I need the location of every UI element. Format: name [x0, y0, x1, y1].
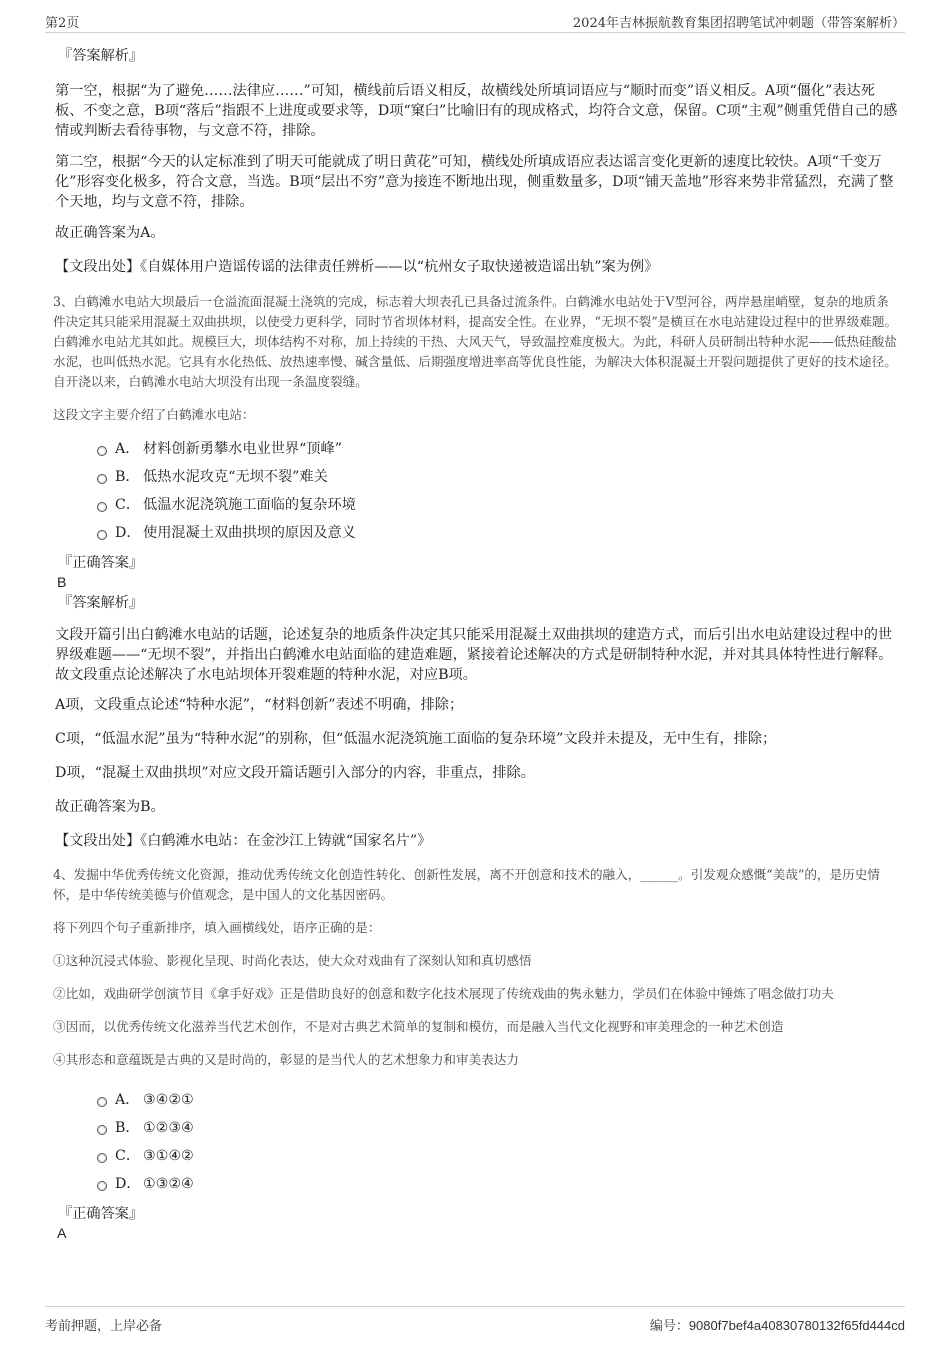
option-letter: D．	[115, 525, 141, 541]
option-c[interactable]	[55, 491, 898, 519]
answer-conclusion: 故正确答案为B。	[55, 799, 165, 815]
page-footer	[45, 1306, 905, 1333]
analysis-paragraph: A项，文段重点论述“特种水泥”，“材料创新”表述不明确，排除；	[55, 697, 464, 713]
radio-button[interactable]	[97, 530, 107, 540]
analysis-heading: 『答案解析』	[58, 595, 144, 611]
question-3	[55, 292, 898, 851]
sentence-2: ②比如，戏曲研学创演节目《拿手好戏》正是借助良好的创意和数字化技术展现了传统戏曲的隽永魅力，学员们在体验中锤炼了唱念做打功夫	[53, 986, 834, 1001]
option-a[interactable]	[55, 435, 898, 463]
sentence-4: ④其形态和意蕴既是古典的又是时尚的，彰显的是当代人的艺术想象力和审美表达力	[53, 1052, 519, 1067]
analysis-paragraph: D项，“混凝土双曲拱坝”对应文段开篇话题引入部分的内容，非重点，排除。	[55, 765, 535, 781]
option-b[interactable]	[55, 1114, 898, 1142]
correct-answer-heading: 『正确答案』	[58, 1206, 144, 1222]
radio-button[interactable]	[97, 502, 107, 512]
option-letter: B．	[115, 469, 140, 485]
option-a[interactable]	[55, 1086, 898, 1114]
correct-answer-heading: 『正确答案』	[58, 555, 144, 571]
correct-answer: B	[57, 575, 67, 591]
option-letter: D．	[115, 1176, 141, 1192]
option-letter: C．	[115, 1148, 141, 1164]
question-stem: 3、白鹤滩水电站大坝最后一仓溢流面混凝土浇筑的完成，标志着大坝表孔已具备过流条件。白鹤滩水电站处于V型河谷，两岸悬崖峭壁，复杂的地质条件决定其只能采用混凝土双曲拱坝，以使受力更科学，同时节省坝体材料，提高安全性。在业界，“无坝不裂”是横亘在水电站建设过程中的世界级难题。白鹤滩水电站尤其如此。规模巨大，坝体结构不对称，加上持续的干热、大风天气，导致温控难度极大。为此，科研人员研制出特种水泥——低热硅酸盐水泥，也叫低热水泥。它具有水化热低、放热速率慢、碱含量低、后期强度增进率高等优良性能，为解决大体积混凝土开裂问题提供了更好的技术途径。自开浇以来，白鹤滩水电站大坝没有出现一条温度裂缝。	[53, 294, 898, 389]
radio-button[interactable]	[97, 1153, 107, 1163]
q2-analysis-section	[55, 46, 898, 277]
option-text: ③④②①	[143, 1092, 194, 1108]
option-text: 使用混凝土双曲拱坝的原因及意义	[143, 525, 356, 541]
correct-answer: A	[57, 1226, 67, 1242]
sentence-3: ③因而，以优秀传统文化滋养当代艺术创作，不是对古典艺术简单的复制和模仿，而是融入当代文化视野和审美理念的一种艺术创造	[53, 1019, 784, 1034]
analysis-paragraph: 文段开篇引出白鹤滩水电站的话题，论述复杂的地质条件决定其只能采用混凝土双曲拱坝的建造方式，而后引出水电站建设过程中的世界级难题——“无坝不裂”，并指出白鹤滩水电站面临的建造难题，紧接着论述解决的方式是研制特种水泥，并对其具体特性进行解释。故文段重点论述解决了水电站坝体开裂难题的特种水泥，对应B项。	[55, 627, 893, 683]
option-text: 低温水泥浇筑施工面临的复杂环境	[143, 497, 356, 513]
option-letter: A．	[115, 1092, 140, 1108]
analysis-paragraph: 第一空，根据“为了避免……法律应……”可知，横线前后语义相反，故横线处所填词语应与“顺时而变”语义相反。A项“僵化”表达死板、不变之意，B项“落后”指跟不上进度或要求等，D项“窠臼”比喻旧有的现成格式，均符合文意，保留。C项“主观”侧重凭借自己的感情或判断去看待事物，与文意不符，排除。	[55, 83, 898, 139]
radio-button[interactable]	[97, 1097, 107, 1107]
option-text: ③①④②	[143, 1148, 194, 1164]
option-d[interactable]	[55, 1170, 898, 1198]
option-b[interactable]	[55, 463, 898, 491]
radio-button[interactable]	[97, 474, 107, 484]
option-list	[55, 1086, 898, 1198]
question-prompt: 这段文字主要介绍了白鹤滩水电站：	[53, 407, 255, 422]
answer-conclusion: 故正确答案为A。	[55, 225, 165, 241]
analysis-paragraph: C项，“低温水泥”虽为“特种水泥”的别称，但“低温水泥浇筑施工面临的复杂环境”文段并未提及，无中生有，排除；	[55, 731, 777, 747]
page-content	[55, 44, 898, 1244]
radio-button[interactable]	[97, 446, 107, 456]
option-list	[55, 435, 898, 547]
sentence-1: ①这种沉浸式体验、影视化呈现、时尚化表达，使大众对戏曲有了深刻认知和真切感悟	[53, 953, 532, 968]
question-prompt: 将下列四个句子重新排序，填入画横线处，语序正确的是：	[53, 920, 381, 935]
question-4	[55, 865, 898, 1244]
option-c[interactable]	[55, 1142, 898, 1170]
option-d[interactable]	[55, 519, 898, 547]
option-text: 低热水泥攻克“无坝不裂”难关	[143, 469, 328, 485]
option-text: ①③②④	[143, 1176, 194, 1192]
option-text: 材料创新勇攀水电业世界“顶峰”	[143, 441, 342, 457]
text-source: 【文段出处】《自媒体用户造谣传谣的法律责任辨析——以“杭州女子取快递被造谣出轨”案为例》	[55, 259, 659, 275]
option-letter: B．	[115, 1120, 140, 1136]
page-number: 第2页	[45, 16, 80, 31]
question-stem: 4、发掘中华优秀传统文化资源，推动优秀传统文化创造性转化、创新性发展，离不开创意和技术的融入，______。引发观众感慨“美哉”的，是历史情怀，是中华传统美德与价值观念，是中国人的文化基因密码。	[53, 867, 880, 902]
document-title: 2024年吉林振航教育集团招聘笔试冲刺题（带答案解析）	[572, 16, 905, 31]
document-code: 编号：9080f7bef4a40830780132f65fd444cd	[649, 1318, 905, 1333]
analysis-paragraph: 第二空，根据“今天的认定标准到了明天可能就成了明日黄花”可知，横线处所填成语应表达谣言变化更新的速度比较快。A项“千变万化”形容变化极多，符合文意，当选。B项“层出不穷”意为接连不断地出现，侧重数量多，D项“铺天盖地”形容来势非常猛烈，充满了整个天地，均与文意不符，排除。	[55, 154, 894, 210]
page-header	[45, 10, 905, 33]
text-source: 【文段出处】《白鹤滩水电站：在金沙江上铸就“国家名片”》	[55, 833, 432, 849]
radio-button[interactable]	[97, 1125, 107, 1135]
footer-slogan: 考前押题，上岸必备	[45, 1319, 163, 1334]
option-letter: C．	[115, 497, 141, 513]
analysis-heading: 『答案解析』	[58, 48, 144, 64]
option-text: ①②③④	[143, 1120, 194, 1136]
option-letter: A．	[115, 441, 140, 457]
radio-button[interactable]	[97, 1181, 107, 1191]
